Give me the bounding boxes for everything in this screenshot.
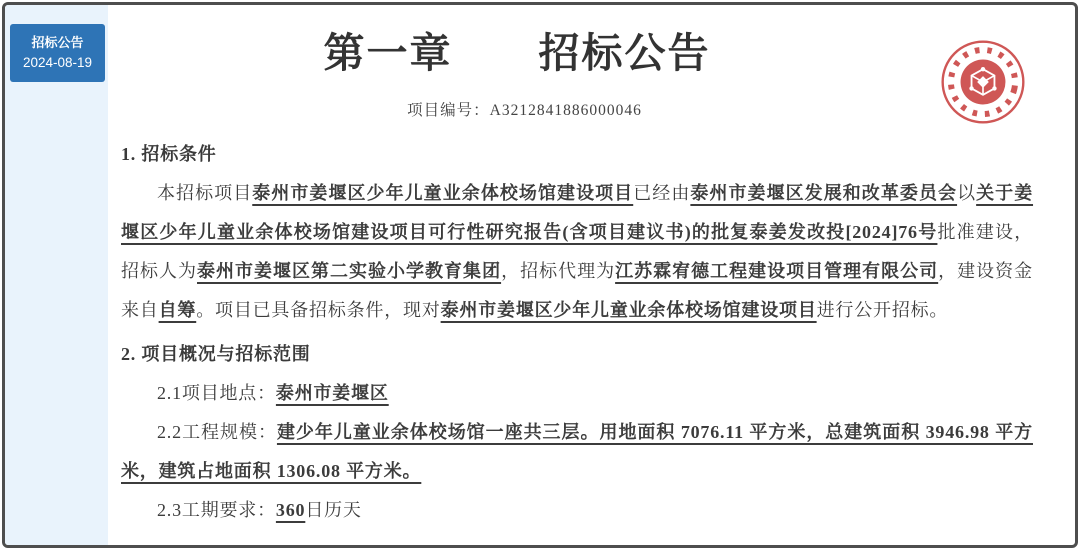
section1-paragraph: 本招标项目泰州市姜堰区少年儿童业余体校场馆建设项目已经由泰州市姜堰区发展和改革委员会以关于姜堰区少年儿童业余体校场馆建设项目可行性研究报告(含项目建议书)的批复泰姜发改投[2024]76号批准建设，招标人为泰州市姜堰区第二实验小学教育集团，招标代理为江苏霖宥德工程建设项目管理有限公司，建设资金来自自筹。项目已具备招标条件，现对泰州市姜堰区少年儿童业余体校场馆建设项目进行公开招标。 [121, 183, 1034, 320]
document-page [108, 5, 1075, 545]
sidebar [5, 5, 108, 545]
section2-item-duration: 2.3工期要求：360日历天 [157, 500, 362, 520]
badge-date: 2024-08-19 [22, 55, 93, 70]
document-window [2, 2, 1078, 548]
section1-heading: 1. 招标条件 [121, 144, 217, 164]
announcement-badge[interactable] [10, 24, 105, 82]
project-number: 项目编号：A3212841886000046 [407, 102, 642, 119]
section2-heading: 2. 项目概况与招标范围 [121, 344, 311, 364]
page-title: 第一章 招标公告 [323, 30, 711, 76]
section2-item-location: 2.1项目地点：泰州市姜堰区 [157, 383, 389, 403]
section2-item-scale: 2.2工程规模：建少年儿童业余体校场馆一座共三层。用地面积 7076.11 平方米，总建筑面积 3946.98 平方米，建筑占地面积 1306.08 平方米。 [121, 422, 1033, 481]
badge-title: 招标公告 [31, 35, 84, 50]
